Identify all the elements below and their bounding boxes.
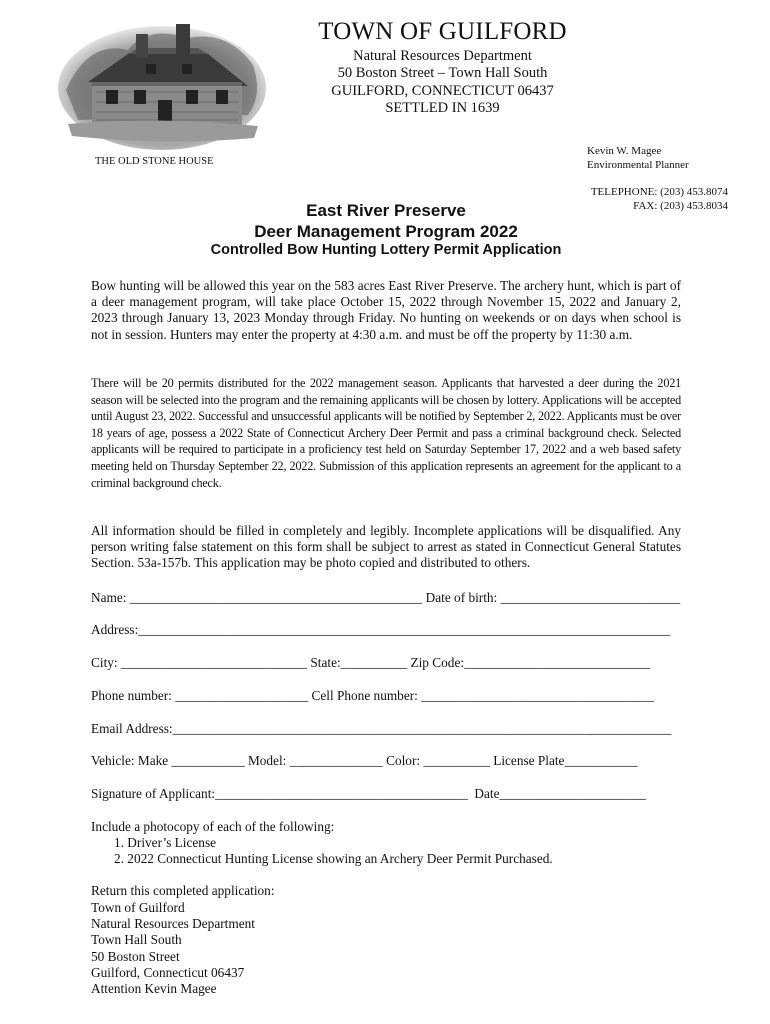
name-dob-field[interactable]: Name: ____________________________________________ Date of birth: ___________________________ bbox=[91, 590, 681, 605]
include-item: 1. Driver’s License bbox=[114, 835, 217, 850]
return-line: Return this completed application: bbox=[91, 883, 275, 898]
return-line: Guilford, Connecticut 06437 bbox=[91, 965, 245, 980]
address-field[interactable]: Address:________________________________________________________________________________ bbox=[91, 622, 671, 637]
paragraph-hunt-dates: Bow hunting will be allowed this year on the 583 acres East River Preserve. The archery hunt, which is part of a deer management program, will take place October 15, 2022 through November 15, 2022 and January 2, 2023 through January 13, 2023 Monday through Friday. No hunting on weekends or on days when school is not in session. Hunters may enter the property at 4:30 a.m. and must be off the property by 11:30 a.m. bbox=[91, 278, 681, 342]
image-caption: THE OLD STONE HOUSE bbox=[95, 156, 214, 167]
include-item: 2. 2022 Connecticut Hunting License showing an Archery Deer Permit Purchased. bbox=[114, 851, 553, 866]
return-line: Natural Resources Department bbox=[91, 916, 255, 931]
town-title: TOWN OF GUILFORD bbox=[318, 18, 567, 45]
telephone: TELEPHONE: (203) 453.8074 bbox=[590, 186, 728, 198]
return-line: Town of Guilford bbox=[91, 900, 185, 915]
old-stone-house-illustration bbox=[58, 20, 266, 150]
contact-name: Kevin W. Magee bbox=[587, 145, 662, 157]
department-line: Natural Resources Department bbox=[353, 48, 532, 64]
return-line: Town Hall South bbox=[91, 932, 182, 947]
city-state-line: GUILFORD, CONNECTICUT 06437 bbox=[331, 83, 554, 99]
vehicle-field[interactable]: Vehicle: Make ___________ Model: ______________ Color: __________ License Plate___________ bbox=[91, 753, 638, 768]
paragraph-disclaimer: All information should be filled in completely and legibly. Incomplete applications will be disqualified. Any person writing false statement on this form shall be subject to arrest as stated in Connecticut General Statutes Section. 53a-157b. This application may be photo copied and distributed to others. bbox=[91, 523, 681, 571]
paragraph-permit-info: There will be 20 permits distributed for the 2022 management season. Applicants that harvested a deer during the 2021 season will be selected into the program and the remaining applicants will be chosen by lottery. Applications will be accepted until August 23, 2022. Successful and unsuccessful applicants will be notified by September 2, 2022. Applicants must be over 18 years of age, possess a 2022 State of Connecticut Archery Deer Permit and pass a criminal background check. Selected applicants will be required to participate in a proficiency test held on Saturday September 17, 2022 and a web based safety meeting held on Thursday September 22, 2022. Submission of this application represents an agreement for the applicant to a criminal background check. bbox=[91, 376, 681, 490]
phone-field[interactable]: Phone number: ____________________ Cell Phone number: ___________________________________ bbox=[91, 688, 654, 703]
street-line: 50 Boston Street – Town Hall South bbox=[337, 65, 548, 81]
return-line: 50 Boston Street bbox=[91, 949, 180, 964]
settled-line: SETTLED IN 1639 bbox=[385, 100, 500, 116]
include-intro: Include a photocopy of each of the following: bbox=[91, 819, 335, 834]
signature-date-field[interactable]: Signature of Applicant:______________________________________ Date______________________ bbox=[91, 786, 646, 801]
return-line: Attention Kevin Magee bbox=[91, 981, 217, 996]
email-field[interactable]: Email Address:___________________________________________________________________________ bbox=[91, 721, 672, 736]
heading-preserve: East River Preserve bbox=[306, 201, 466, 220]
fax: FAX: (203) 453.8034 bbox=[633, 200, 728, 212]
contact-title: Environmental Planner bbox=[587, 159, 689, 171]
heading-application: Controlled Bow Hunting Lottery Permit Application bbox=[210, 242, 562, 258]
city-state-zip-field[interactable]: City: ____________________________ State:__________ Zip Code:____________________________ bbox=[91, 655, 651, 670]
heading-program: Deer Management Program 2022 bbox=[254, 222, 518, 241]
